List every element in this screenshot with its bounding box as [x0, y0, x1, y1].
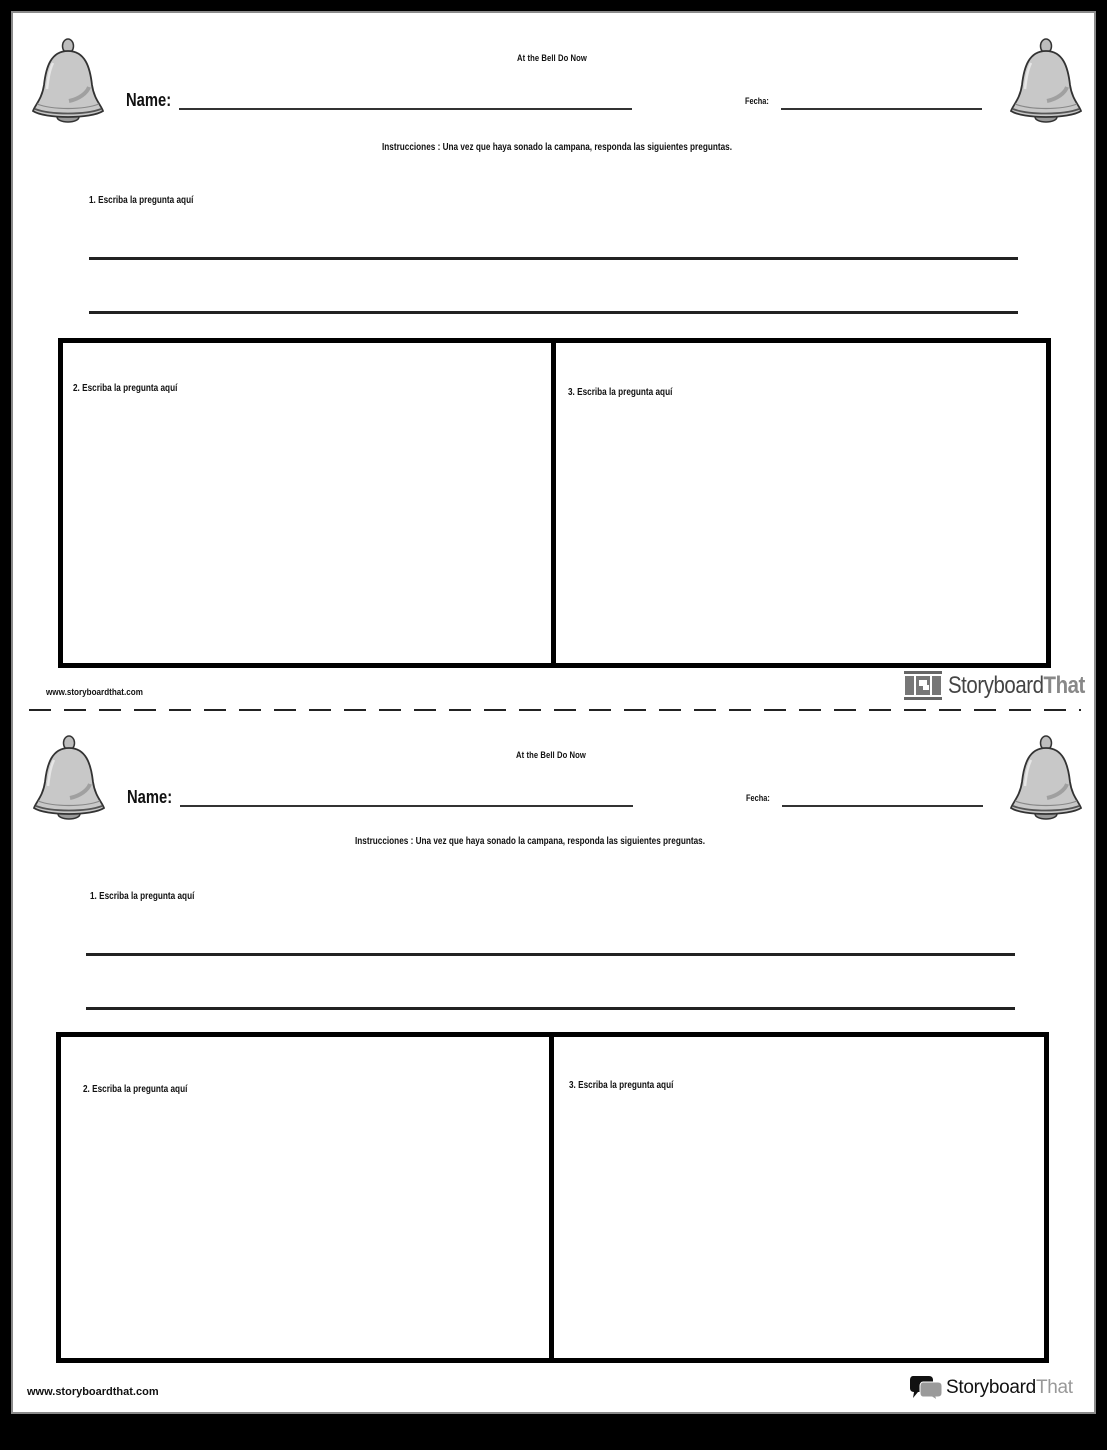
footer-url: www.storyboardthat.com [27, 1386, 159, 1398]
answer-area-2[interactable] [61, 1037, 549, 1358]
question-2: 2. Escriba la pregunta aquí [83, 1084, 188, 1095]
worksheet-title: At the Bell Do Now [516, 750, 586, 760]
answer-line-2[interactable] [86, 1007, 1015, 1010]
storyboard-frame-icon [904, 671, 942, 700]
question-1: 1. Escriba la pregunta aquí [89, 195, 194, 206]
answer-box [56, 1032, 1049, 1363]
name-label: Name: [127, 787, 173, 807]
date-label: Fecha: [745, 96, 769, 106]
cut-line [29, 709, 1081, 711]
logo-text: StoryboardThat [946, 1377, 1073, 1398]
name-field[interactable] [180, 805, 633, 807]
bell-icon [32, 734, 106, 822]
date-field[interactable] [781, 108, 982, 110]
answer-line-2[interactable] [89, 311, 1018, 314]
storyboardthat-logo [909, 1375, 1073, 1401]
storyboardthat-logo [904, 671, 1107, 700]
name-field[interactable] [179, 108, 632, 110]
instructions: Instrucciones : Una vez que haya sonado la campana, responda las siguientes preguntas. [382, 142, 732, 153]
question-2: 2. Escriba la pregunta aquí [73, 383, 178, 394]
question-3: 3. Escriba la pregunta aquí [568, 387, 673, 398]
chat-bubbles-icon [909, 1375, 943, 1401]
answer-area-2[interactable] [63, 343, 551, 663]
worksheet-page [11, 11, 1096, 1414]
name-label: Name: [126, 90, 172, 110]
worksheet-title: At the Bell Do Now [517, 53, 587, 63]
question-1: 1. Escriba la pregunta aquí [90, 891, 195, 902]
answer-line-1[interactable] [89, 257, 1018, 260]
footer-url: www.storyboardthat.com [46, 687, 143, 697]
answer-area-3[interactable] [556, 343, 1046, 663]
date-label: Fecha: [746, 793, 770, 803]
logo-text: StoryboardThat [948, 671, 1085, 699]
question-3: 3. Escriba la pregunta aquí [569, 1080, 674, 1091]
answer-line-1[interactable] [86, 953, 1015, 956]
bell-icon [1009, 734, 1083, 822]
bell-icon [31, 37, 105, 125]
date-field[interactable] [782, 805, 983, 807]
answer-area-3[interactable] [554, 1037, 1044, 1358]
answer-box [58, 338, 1051, 668]
instructions: Instrucciones : Una vez que haya sonado la campana, responda las siguientes preguntas. [355, 836, 705, 847]
bell-icon [1009, 37, 1083, 125]
